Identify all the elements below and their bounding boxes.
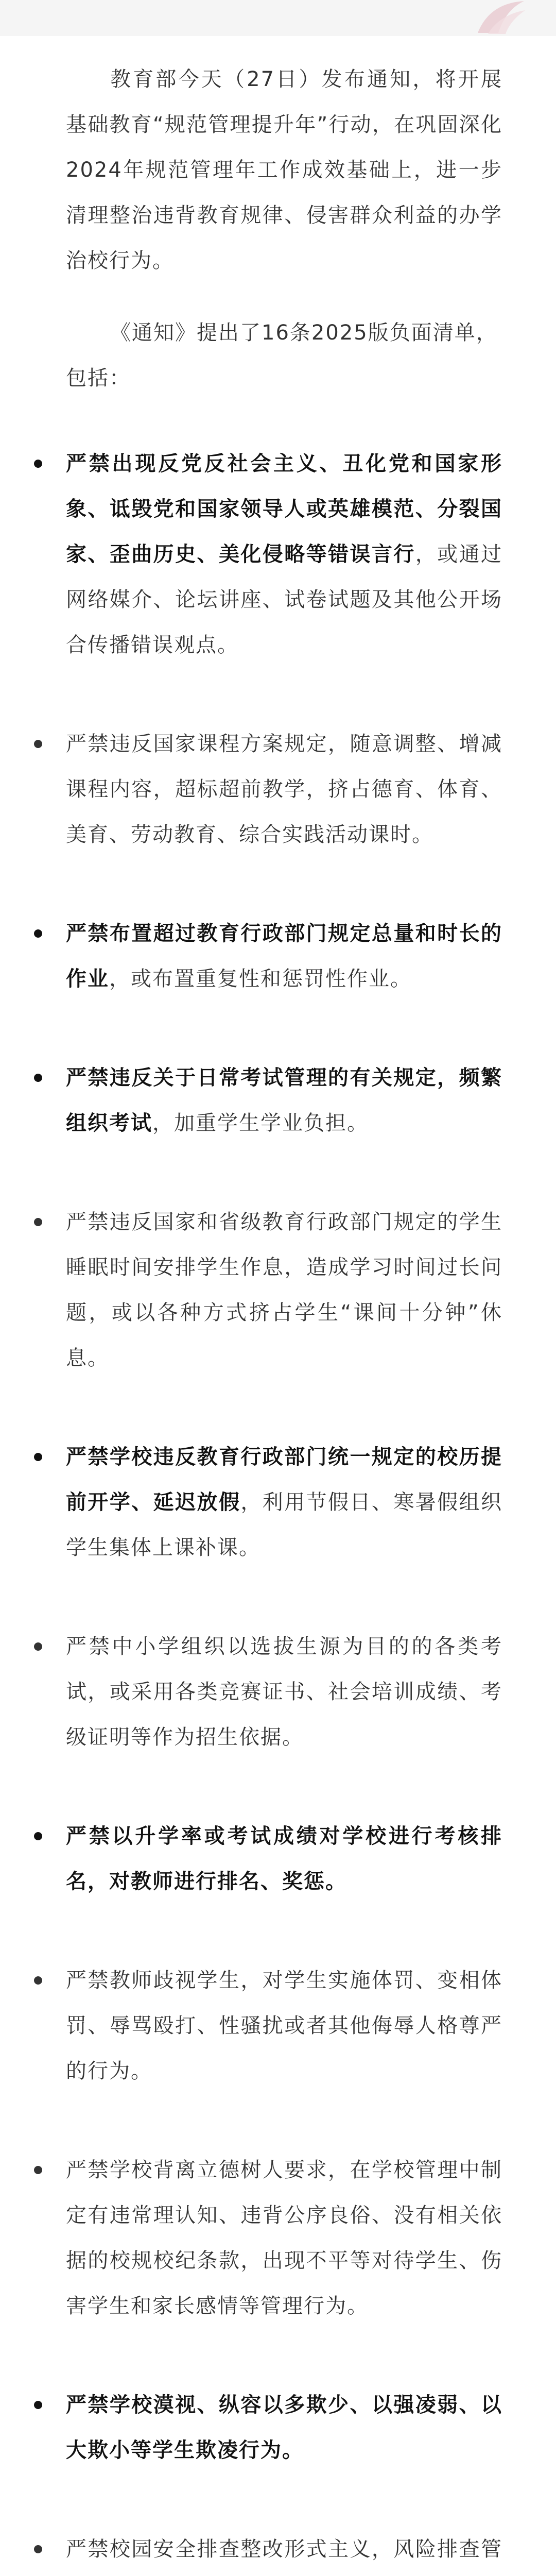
bullet-icon: [34, 2166, 42, 2174]
item-bold-text: 严禁学校违反教育行政部门统一规定的校历提前开学、延迟放假: [66, 1445, 502, 1514]
item-bold-text: 严禁违反关于日常考试管理的有关规定，频繁组织考试: [66, 1066, 502, 1135]
article-body: [66, 57, 502, 2576]
item-text: ，或布置重复性和惩罚性作业。: [109, 967, 412, 991]
list-item: [66, 1434, 502, 1570]
item-text: ，加重学生学业负担。: [152, 1111, 369, 1135]
bullet-icon: [34, 1976, 42, 1985]
bullet-icon: [34, 2401, 42, 2409]
item-bold-text: 严禁布置超过教育行政部门规定总量和时长的作业: [66, 922, 502, 991]
list-item: [66, 2382, 502, 2473]
item-text: ，利用节假日、寒暑假组织学生集体上课补课。: [66, 1490, 503, 1560]
item-bold-text: 严禁学校漠视、纵容以多欺少、以强凌弱、以大欺小等学生欺凌行为。: [66, 2393, 502, 2462]
list-item: [66, 911, 502, 1002]
list-item: [66, 2147, 502, 2329]
bullet-icon: [34, 2545, 42, 2553]
item-text: 严禁违反国家课程方案规定，随意调整、增减课程内容，超标超前教学，挤占德育、体育、美育、劳动教育、综合实践活动课时。: [66, 732, 502, 846]
list-item: [66, 441, 502, 668]
intro-paragraph: 教育部今天（27日）发布通知，将开展基础教育“规范管理提升年”行动，在巩固深化2024年规范管理年工作成效基础上，进一步清理整治违背教育规律、侵害群众利益的办学治校行为。: [66, 67, 502, 273]
list-item: [66, 1958, 502, 2094]
item-text: 严禁校园安全排查整改形式主义，风险排查管: [66, 2537, 502, 2561]
bullet-icon: [34, 929, 42, 938]
item-bold-text: 严禁出现反党反社会主义、丑化党和国家形象、诋毁党和国家领导人或英雄模范、分裂国家、歪曲历史、美化侵略等错误言行: [66, 452, 502, 566]
list-item: [66, 1199, 502, 1381]
list-item: [66, 1624, 502, 1760]
bullet-icon: [34, 1074, 42, 1082]
bullet-icon: [34, 1218, 42, 1226]
list-item: [66, 1814, 502, 1904]
bullet-icon: [34, 1453, 42, 1461]
item-text: 严禁违反国家和省级教育行政部门规定的学生睡眠时间安排学生作息，造成学习时间过长问题，或以各种方式挤占学生“课间十分钟”休息。: [66, 1210, 502, 1370]
bullet-icon: [34, 460, 42, 468]
site-logo-watermark-icon: [467, 0, 529, 38]
bullet-icon: [34, 740, 42, 748]
bullet-icon: [34, 1642, 42, 1651]
lead-paragraph: 《通知》提出了16条2025版负面清单，包括：: [66, 321, 498, 390]
item-text: 严禁中小学组织以选拔生源为目的的各类考试，或采用各类竞赛证书、社会培训成绩、考级证明等作为招生依据。: [66, 1635, 502, 1749]
list-item: [66, 1055, 502, 1146]
item-text: ，或通过网络媒介、论坛讲座、试卷试题及其他公开场合传播错误观点。: [66, 543, 503, 657]
item-text: 严禁教师歧视学生，对学生实施体罚、变相体罚、辱骂殴打、性骚扰或者其他侮辱人格尊严的行为。: [66, 1969, 502, 2083]
item-text: 严禁学校背离立德树人要求，在学校管理中制定有违常理认知、违背公序良俗、没有相关依据的校规校纪条款，出现不平等对待学生、伤害学生和家长感情等管理行为。: [66, 2158, 502, 2318]
bullet-icon: [34, 1832, 42, 1840]
list-item: [66, 2527, 502, 2576]
item-bold-text: 严禁以升学率或考试成绩对学校进行考核排名，对教师进行排名、奖惩。: [66, 1824, 502, 1893]
negative-list: [66, 441, 502, 2576]
list-item: [66, 721, 502, 857]
